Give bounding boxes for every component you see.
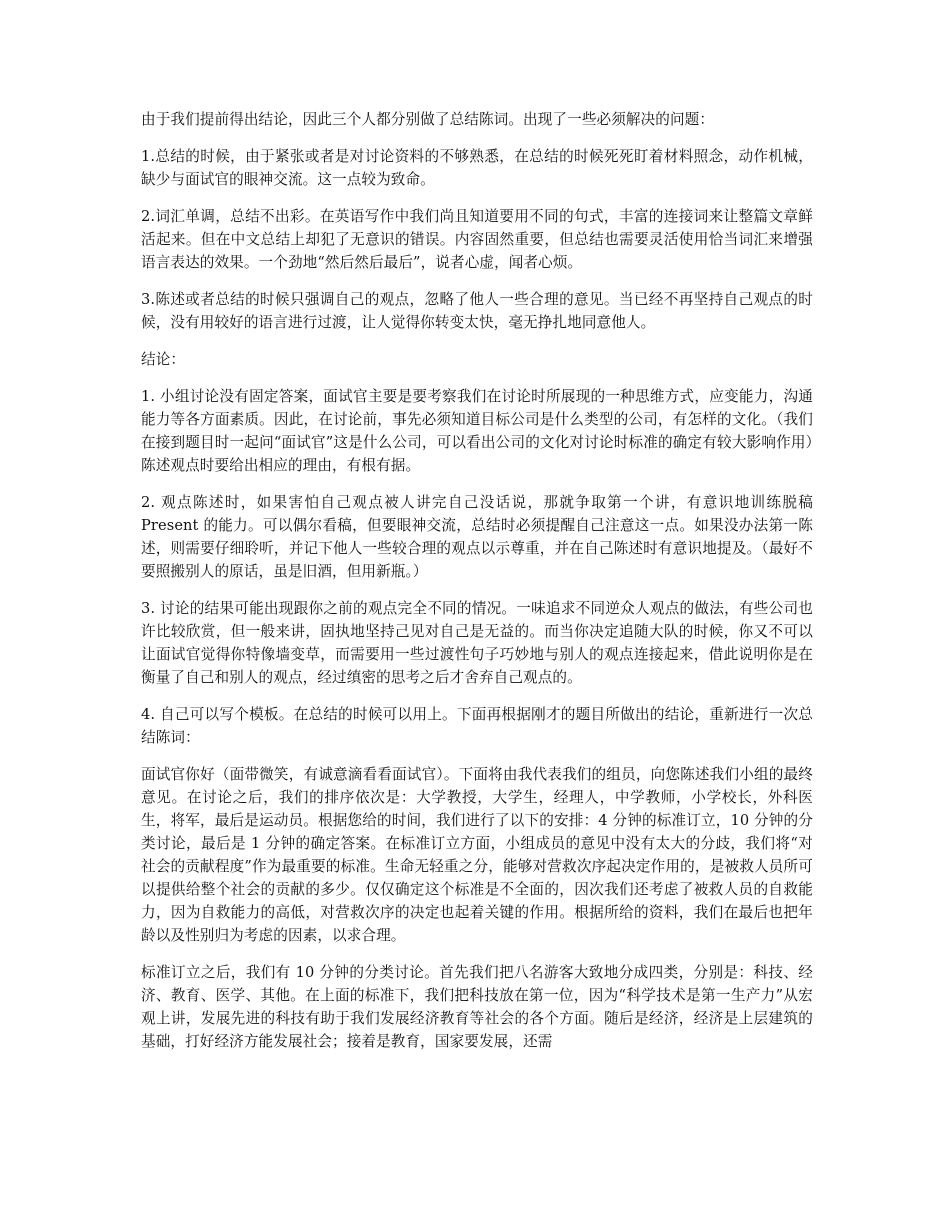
summary-continued-paragraph: 标准订立之后，我们有 10 分钟的分类讨论。首先我们把八名游客大致地分成四类，分别是：科技、经济、教育、医学、其他。在上面的标准下，我们把科技放在第一位，因为“科学技术是第一生产力”从宏观上讲，发展先进的科技有助于我们发展经济教育等社会的各个方面。随后是经济，经济是上层建筑的基础，打好经济方能发展社会；接着是教育，国家要发展，还需 xyxy=(141,964,813,1050)
intro-paragraph: 由于我们提前得出结论，因此三个人都分别做了总结陈词。出现了一些必须解决的问题： xyxy=(141,111,715,128)
problem-item-3: 3.陈述或者总结的时候只强调自己的观点，忽略了他人一些合理的意见。当已经不再坚持自己观点的时候，没有用较好的语言进行过渡，让人觉得你转变太快，毫无挣扎地同意他人。 xyxy=(141,291,813,331)
conclusion-heading: 结论： xyxy=(141,351,186,368)
conclusion-item-4: 4. 自己可以写个模板。在总结的时候可以用上。下面再根据刚才的题目所做出的结论，重新进行一次总结陈词： xyxy=(141,706,813,746)
conclusion-item-2: 2. 观点陈述时，如果害怕自己观点被人讲完自己没话说，那就争取第一个讲，有意识地训练脱稿 Present 的能力。可以偶尔看稿，但要眼神交流，总结时必须提醒自己注意这一点。如果没办法第一陈述，则需要仔细聆听，并记下他人一些较合理的观点以示尊重，并在自己陈述时有意识地提及。（最好不要照搬别人的原话，虽是旧酒，但用新瓶。） xyxy=(141,494,813,580)
document-page xyxy=(141,108,813,1067)
summary-speech-paragraph: 面试官你好（面带微笑，有诚意滴看看面试官）。下面将由我代表我们的组员，向您陈述我们小组的最终意见。在讨论之后，我们的排序依次是：大学教授，大学生，经理人，中学教师，小学校长，外科医生，将军，最后是运动员。根据您给的时间，我们进行了以下的安排：4 分钟的标准订立，10 分钟的分类讨论，最后是 1 分钟的确定答案。在标准订立方面，小组成员的意见中没有太大的分歧，我们将“对社会的贡献程度”作为最重要的标准。生命无轻重之分，能够对营救次序起决定作用的，是被救人员所可以提供给整个社会的贡献的多少。仅仅确定这个标准是不全面的，因次我们还考虑了被救人员的自救能力，因为自救能力的高低，对营救次序的决定也起着关键的作用。根据所给的资料，我们在最后也把年龄以及性别归为考虑的因素，以求合理。 xyxy=(141,766,813,944)
problem-item-2: 2.词汇单调，总结不出彩。在英语写作中我们尚且知道要用不同的句式，丰富的连接词来让整篇文章鲜活起来。但在中文总结上却犯了无意识的错误。内容固然重要，但总结也需要灵活使用恰当词汇来增强语言表达的效果。一个劲地“然后然后最后”，说者心虚，闻者心烦。 xyxy=(141,208,813,271)
problem-item-1: 1.总结的时候，由于紧张或者是对讨论资料的不够熟悉，在总结的时候死死盯着材料照念，动作机械，缺少与面试官的眼神交流。这一点较为致命。 xyxy=(141,148,813,188)
conclusion-item-3: 3. 讨论的结果可能出现跟你之前的观点完全不同的情况。一味追求不同逆众人观点的做法，有些公司也许比较欣赏，但一般来讲，固执地坚持己见对自己是无益的。而当你决定追随大队的时候，你又不可以让面试官觉得你特像墙变草，而需要用一些过渡性句子巧妙地与别人的观点连接起来，借此说明你是在衡量了自己和别人的观点，经过缜密的思考之后才舍弃自己观点的。 xyxy=(141,600,813,686)
conclusion-item-1: 1. 小组讨论没有固定答案，面试官主要是要考察我们在讨论时所展现的一种思维方式，应变能力，沟通能力等各方面素质。因此，在讨论前，事先必须知道目标公司是什么类型的公司，有怎样的文化。（我们在接到题目时一起问“面试官”这是什么公司，可以看出公司的文化对讨论时标准的确定有较大影响作用）陈述观点时要给出相应的理由，有根有据。 xyxy=(141,388,813,474)
